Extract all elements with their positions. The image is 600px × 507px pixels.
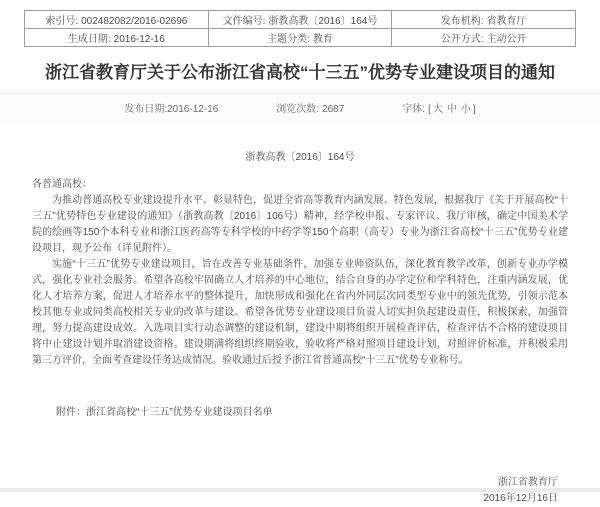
meta-cell-topic-category	[208, 29, 392, 47]
view-count-label: 浏览次数:	[276, 104, 320, 115]
body-paragraph-2: 实施“十三五”优势专业建设项目，旨在改善专业基础条件，加强专业师资队伍，深化教育教学改革，创新专业办学模式，强化专业社会服务。希望各高校牢固确立人才培养的中心地位，结合自身的办学定位和学科特色，注重内涵发展，优化人才培养方案，促进人才培养水平的整体提升，加快形成和强化在省内外同层次同类型专业中的领先优势，引领示范本校其他专业或同类高校相关专业的改革与建设。希望各优势专业建设项目负责人切实担负起建设责任，积极探索，加强管理，努力提高建设成效。入选项目实行动态调整的建设机制，建设中期将组织开展检查评估，检查评估不合格的建设项目将中止建设计划并取消建设资格。建设期满将组织终期验收，验收将严格对照项目建设计划，对照评价标准，并积极采用第三方评价，全面考查建设任务达成情况。验收通过后授予浙江省普通高校“十三五”优势专业称号。	[32, 259, 568, 366]
font-size-selector	[402, 100, 475, 115]
document-body	[0, 177, 600, 421]
index-number-label: 索引号:	[45, 16, 79, 27]
signature-agency: 浙江省教育厅	[498, 477, 558, 488]
meta-row-1	[25, 11, 576, 29]
issuing-agency-value: 省教育厅	[486, 16, 527, 27]
signature-date: 2016年12月16日	[483, 493, 558, 504]
document-number-value: 浙教高教〔2016〕164号	[268, 16, 378, 27]
attachment-line: 附件：浙江省高校“十三五”优势专业建设项目名单	[56, 407, 273, 418]
index-number-value: 002482082/2016-02696	[81, 16, 188, 27]
font-size-bracket-open: [	[428, 104, 431, 115]
publish-date	[124, 100, 218, 115]
font-size-bracket-close: ]	[472, 104, 476, 115]
bottom-divider-bar	[0, 488, 600, 492]
topic-category-label: 主题分类:	[267, 34, 310, 45]
creation-date-value: 2016-12-16	[113, 34, 165, 45]
meta-cell-creation-date	[25, 29, 209, 47]
view-count	[276, 100, 344, 115]
publish-date-value: 2016-12-16	[167, 104, 219, 115]
page-title: 浙江省教育厅关于公布浙江省高校“十三五”优势专业建设项目的通知	[45, 63, 555, 82]
meta-cell-document-number	[208, 11, 392, 29]
font-size-label: 字体:	[402, 104, 426, 115]
disclosure-mode-label: 公开方式:	[440, 34, 484, 45]
meta-cell-issuing-agency	[392, 11, 576, 29]
issuing-agency-label: 发布机构:	[440, 16, 484, 27]
font-size-small-link[interactable]: 小	[460, 104, 471, 115]
document-number-label: 文件编号:	[222, 16, 266, 27]
body-paragraph-1: 为推动普通高校专业建设提升水平、彰显特色，促进全省高等教育内涵发展、特色发展，根据我厅《关于开展高校“十三五”优势特色专业建设的通知》（浙教高教〔2016〕106号）精神，经学校申报、专家评议、我厅审核，确定中国美术学院的绘画等150个本科专业和浙江医药高等专科学校的中药学等150个高职（高专）专业为浙江省高校“十三五”优势专业建设项目，现予公布（详见附件）。	[32, 195, 568, 254]
meta-info-table	[24, 10, 576, 47]
creation-date-label: 生成日期:	[67, 34, 111, 45]
info-bar	[0, 93, 600, 124]
disclosure-mode-value: 主动公开	[486, 34, 527, 45]
font-size-large-link[interactable]: 大	[432, 104, 443, 115]
view-count-value: 2687	[322, 104, 345, 115]
font-size-medium-link[interactable]: 中	[446, 104, 457, 115]
meta-row-2	[25, 29, 576, 47]
document-reference-number: 浙教高教〔2016〕164号	[245, 152, 355, 163]
publish-date-label: 发布日期:	[124, 104, 168, 115]
meta-cell-disclosure-mode	[392, 29, 576, 47]
topic-category-value: 教育	[312, 34, 333, 45]
salutation: 各普通高校：	[32, 179, 92, 190]
meta-cell-index-number	[25, 11, 209, 29]
